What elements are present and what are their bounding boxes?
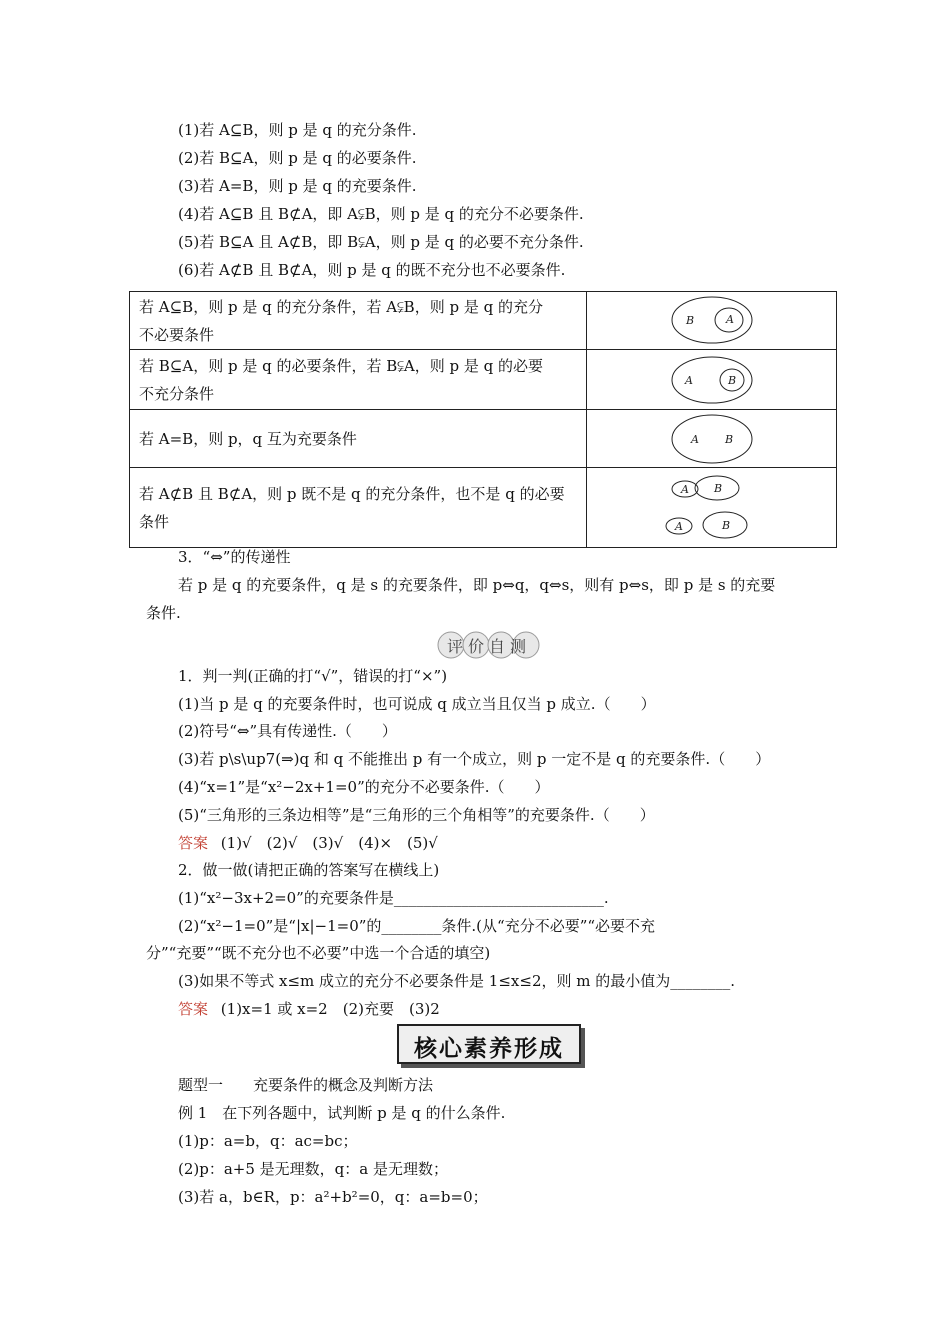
row-text-line: 若 B⊆A，则 p 是 q 的必要条件，若 B⫋A，则 p 是 q 的必要 [139, 356, 543, 375]
venn-label-left: A [680, 482, 689, 496]
answer-text: (1)x=1 或 x=2 (2)充要 (3)2 [220, 1000, 440, 1018]
transitivity-line: 若 p 是 q 的充要条件，q 是 s 的充要条件，即 p⇔q，q⇔s，则有 p⇔s，即 p 是 s 的充要 [178, 576, 776, 594]
venn-subset-b-in-a [662, 352, 762, 408]
condition-2: (2)若 B⊆A，则 p 是 q 的必要条件. [178, 149, 417, 167]
judge-item: (2)符号“⇔”具有传递性.（ ） [178, 722, 397, 740]
banner-title: 核心素养形成 [414, 1035, 564, 1062]
venn-label-inner: B [727, 373, 736, 387]
condition-3: (3)若 A=B，则 p 是 q 的充要条件. [178, 177, 417, 195]
fill-item: (3)如果不等式 x≤m 成立的充分不必要条件是 1≤x≤2，则 m 的最小值为________. [178, 972, 736, 990]
venn-label-outer: B [685, 313, 694, 327]
example-item: (1)p：a=b，q：ac=bc； [178, 1132, 358, 1150]
row-text-line: 若 A=B，则 p，q 互为充要条件 [139, 429, 357, 448]
venn-disjoint [657, 473, 767, 543]
row-text-line: 若 A⊆B，则 p 是 q 的充分条件，若 A⫋B，则 p 是 q 的充分 [139, 297, 543, 316]
condition-5: (5)若 B⊆A 且 A⊄B，即 B⫋A，则 p 是 q 的必要不充分条件. [178, 233, 584, 251]
answer-label: 答案 [178, 834, 209, 852]
fill-item: 分”“充要”“既不充分也不必要”中选一个合适的填空) [146, 944, 491, 962]
example-item: (3)若 a，b∈R，p：a²+b²=0，q：a=b=0； [178, 1188, 488, 1206]
venn-subset-a-in-b [662, 293, 762, 349]
row-text-line: 若 A⊄B 且 B⊄A，则 p 既不是 q 的充分条件，也不是 q 的必要 [139, 484, 565, 503]
condition-1: (1)若 A⊆B，则 p 是 q 的充分条件. [178, 121, 417, 139]
venn-cell [587, 468, 837, 548]
venn-cell [587, 410, 837, 468]
fill-item: (2)“x²−1=0”是“|x|−1=0”的________条件.(从“充分不必要”“必要不充 [178, 917, 656, 935]
fill-answer [178, 999, 440, 1019]
example-title: 例 1 在下列各题中，试判断 p 是 q 的什么条件. [178, 1104, 506, 1122]
topic-title: 题型一 充要条件的概念及判断方法 [178, 1076, 434, 1094]
judge-answer [178, 833, 438, 853]
venn-cell [587, 350, 837, 410]
table-cell-text [130, 292, 587, 350]
core-literacy-banner [397, 1024, 585, 1066]
venn-label-right: B [721, 518, 730, 532]
venn-label-inner: A [725, 312, 734, 326]
judge-item: (4)“x=1”是“x²−2x+1=0”的充分不必要条件.（ ） [178, 778, 550, 796]
row-text-line: 不必要条件 [139, 325, 215, 344]
answer-text: (1)√ (2)√ (3)√ (4)× (5)√ [220, 834, 438, 852]
table-row [130, 292, 837, 350]
self-test-badge [437, 631, 541, 660]
row-text-line: 条件 [139, 512, 170, 531]
judge-item: (1)当 p 是 q 的充要条件时，也可说成 q 成立当且仅当 p 成立.（ ） [178, 695, 656, 713]
badge-label: 评价自测 [446, 637, 531, 656]
example-item: (2)p：a+5 是无理数，q：a 是无理数； [178, 1160, 448, 1178]
venn-label-right: B [713, 481, 722, 495]
condition-6: (6)若 A⊄B 且 B⊄A，则 p 是 q 的既不充分也不必要条件. [178, 261, 566, 279]
table-cell-text [130, 410, 587, 468]
table-cell-text [130, 468, 587, 548]
fill-heading: 2．做一做(请把正确的答案写在横线上) [178, 861, 440, 879]
row-text-line: 不充分条件 [139, 384, 215, 403]
table-row [130, 468, 837, 548]
venn-equal [662, 411, 762, 467]
conditions-table [129, 291, 837, 548]
judge-item: (5)“三角形的三条边相等”是“三角形的三个角相等”的充要条件.（ ） [178, 806, 655, 824]
table-row [130, 410, 837, 468]
judge-heading: 1．判一判(正确的打“√”，错误的打“×”) [178, 667, 448, 685]
venn-label-left: A [690, 432, 699, 446]
venn-label-outer: A [684, 373, 693, 387]
transitivity-heading: 3．“⇔”的传递性 [178, 548, 291, 566]
fill-item: (1)“x²−3x+2=0”的充要条件是____________________________. [178, 889, 609, 907]
table-row [130, 350, 837, 410]
table-cell-text [130, 350, 587, 410]
banner-box [397, 1024, 581, 1064]
condition-4: (4)若 A⊆B 且 B⊄A，即 A⫋B，则 p 是 q 的充分不必要条件. [178, 205, 584, 223]
transitivity-line: 条件. [146, 604, 181, 622]
answer-label: 答案 [178, 1000, 209, 1018]
judge-item: (3)若 p\s\up7(⇒)q 和 q 不能推出 p 有一个成立，则 p 一定不是 q 的充要条件.（ ） [178, 750, 771, 768]
venn-cell [587, 292, 837, 350]
venn-label-right: B [724, 432, 733, 446]
venn-label-left: A [674, 519, 683, 533]
